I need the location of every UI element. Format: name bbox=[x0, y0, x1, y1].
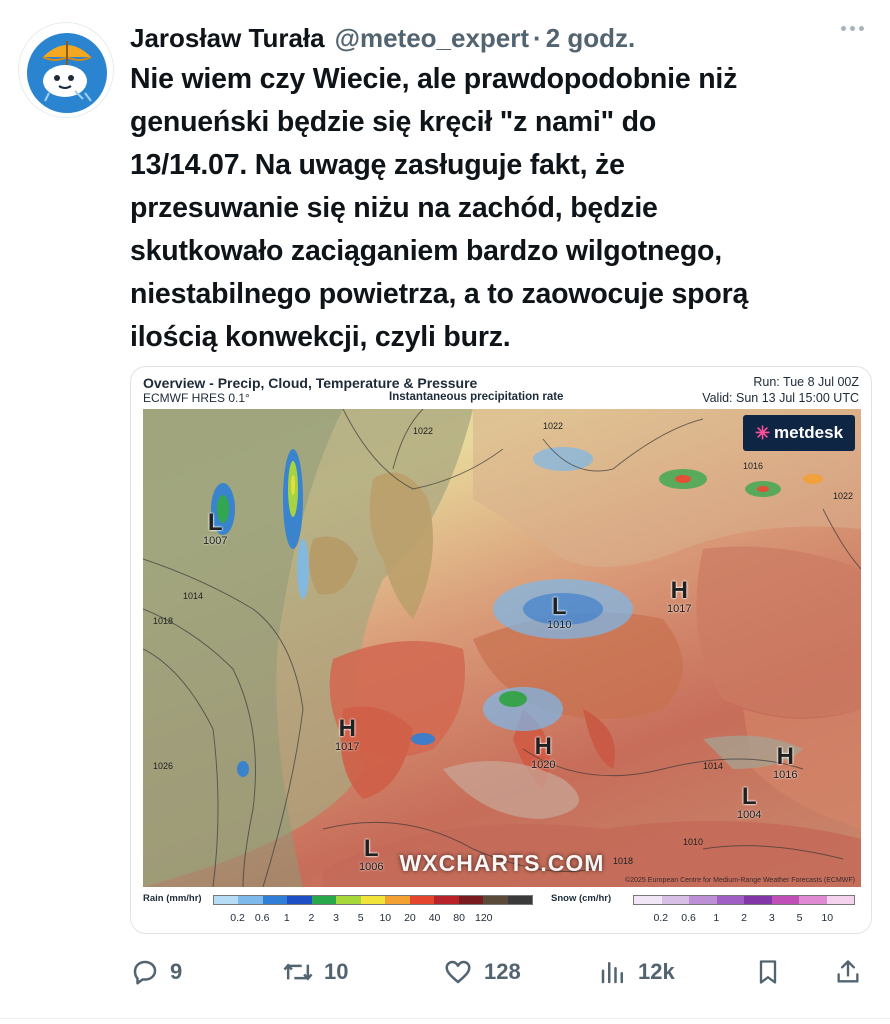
snow-tick-label: 3 bbox=[768, 912, 775, 924]
pressure-low bbox=[203, 511, 227, 548]
reply-icon bbox=[130, 957, 160, 987]
pressure-value: 1016 bbox=[773, 769, 798, 781]
rain-legend-title: Rain (mm/hr) bbox=[143, 893, 202, 904]
snow-color-swatch bbox=[799, 896, 827, 904]
rain-tick-label: 120 bbox=[475, 912, 493, 924]
tweet-line: skutkowało zaciąganiem bardzo wilgotnego, bbox=[130, 235, 722, 267]
rain-tick-label: 5 bbox=[357, 912, 364, 924]
reply-count: 9 bbox=[170, 959, 183, 984]
pressure-symbol: H bbox=[534, 733, 552, 760]
repost-button[interactable] bbox=[282, 950, 348, 994]
rain-color-swatch bbox=[459, 896, 483, 904]
snow-color-swatch bbox=[827, 896, 855, 904]
snow-tick-label: 1 bbox=[713, 912, 720, 924]
pressure-symbol: L bbox=[741, 783, 757, 810]
rain-color-swatch bbox=[385, 896, 409, 904]
pressure-value: 1017 bbox=[667, 603, 692, 615]
heart-icon bbox=[442, 957, 474, 987]
bottom-divider bbox=[0, 1018, 890, 1019]
snow-color-swatch bbox=[662, 896, 690, 904]
metdesk-star-icon: ✳ bbox=[754, 422, 771, 443]
rain-color-swatch bbox=[434, 896, 458, 904]
pressure-value: 1006 bbox=[359, 861, 384, 873]
pressure-high bbox=[335, 717, 359, 754]
metdesk-logo bbox=[743, 415, 855, 451]
pressure-value: 1007 bbox=[203, 535, 228, 547]
pressure-high bbox=[531, 735, 555, 772]
rain-tick-label: 0.2 bbox=[230, 912, 245, 924]
pressure-high bbox=[667, 579, 691, 616]
author-handle[interactable]: @meteo_expert bbox=[334, 22, 530, 53]
snow-tick-label: 0.2 bbox=[653, 912, 669, 924]
rain-tick-label: 10 bbox=[379, 912, 392, 924]
rain-tick-label: 2 bbox=[308, 912, 315, 924]
tweet-line: 13/14.07. Na uwagę zasługuje fakt, że bbox=[130, 149, 625, 181]
snow-color-swatch bbox=[689, 896, 717, 904]
tweet-actions bbox=[130, 950, 870, 994]
rain-color-swatch bbox=[312, 896, 336, 904]
map-valid-time: Valid: Sun 13 Jul 15:00 UTC bbox=[702, 391, 859, 405]
pressure-symbol: H bbox=[338, 715, 356, 742]
snow-color-swatch bbox=[772, 896, 800, 904]
map-subtitle: Instantaneous precipitation rate bbox=[389, 391, 564, 403]
pressure-value: 1004 bbox=[737, 809, 762, 821]
snow-color-swatch bbox=[717, 896, 745, 904]
pressure-symbol: L bbox=[363, 835, 379, 862]
rain-color-swatch bbox=[214, 896, 238, 904]
pressure-symbol: H bbox=[670, 577, 688, 604]
isobar-label: 1026 bbox=[153, 761, 174, 771]
rain-color-swatch bbox=[336, 896, 360, 904]
isobar-label: 1022 bbox=[833, 491, 854, 501]
bookmark-button[interactable] bbox=[754, 950, 782, 994]
rain-tick-label: 40 bbox=[428, 912, 441, 924]
like-count: 128 bbox=[484, 959, 521, 984]
pressure-high bbox=[773, 745, 797, 782]
share-button[interactable] bbox=[834, 950, 862, 994]
metdesk-label: metdesk bbox=[774, 423, 844, 442]
tweet-line: przesuwanie się niżu na zachód, będzie bbox=[130, 192, 658, 224]
pressure-symbol: H bbox=[776, 743, 794, 770]
pressure-low bbox=[547, 595, 571, 632]
map-run-time: Run: Tue 8 Jul 00Z bbox=[753, 375, 859, 389]
rain-tick-label: 20 bbox=[404, 912, 416, 924]
rain-color-swatch bbox=[263, 896, 287, 904]
rain-tick-label: 80 bbox=[453, 912, 465, 924]
pressure-low bbox=[737, 785, 761, 822]
isobar-label: 1014 bbox=[703, 761, 724, 771]
map-copyright: ©2025 European Centre for Medium-Range Weather Forecasts (ECMWF) bbox=[625, 877, 855, 884]
isobar-label: 1022 bbox=[413, 426, 434, 436]
repost-count: 10 bbox=[324, 959, 349, 984]
rain-color-swatch bbox=[238, 896, 262, 904]
tweet-line: Nie wiem czy Wiecie, ale prawdopodobnie niż bbox=[130, 63, 738, 95]
view-count: 12k bbox=[638, 959, 675, 984]
pressure-value: 1010 bbox=[547, 619, 572, 631]
weather-map bbox=[143, 409, 861, 887]
isobar-label: 1016 bbox=[743, 461, 764, 471]
views-icon bbox=[598, 957, 628, 987]
tweet-timestamp[interactable]: 2 godz. bbox=[545, 22, 636, 53]
avatar-image bbox=[19, 23, 114, 118]
isobar-label: 1010 bbox=[683, 837, 704, 847]
rain-tick-label: 1 bbox=[283, 912, 290, 924]
author-name[interactable]: Jarosław Turała bbox=[130, 22, 325, 53]
views-button[interactable] bbox=[598, 950, 675, 994]
rain-color-swatch bbox=[508, 896, 532, 904]
more-options-icon[interactable] bbox=[841, 26, 864, 31]
rain-color-swatch bbox=[483, 896, 507, 904]
avatar[interactable] bbox=[18, 22, 114, 118]
map-legend bbox=[131, 891, 871, 931]
like-button[interactable] bbox=[442, 950, 521, 994]
tweet-text bbox=[130, 58, 860, 359]
rain-tick-label: 3 bbox=[333, 912, 339, 924]
isobar-label: 1014 bbox=[183, 591, 204, 601]
rain-color-swatch bbox=[410, 896, 434, 904]
snow-tick-label: 0.6 bbox=[681, 912, 696, 924]
isobar-label: 1018 bbox=[613, 856, 634, 866]
tweet-line: ilością konwekcji, czyli burz. bbox=[130, 321, 511, 353]
repost-icon bbox=[282, 957, 314, 987]
snow-color-scale bbox=[633, 895, 855, 905]
snow-color-swatch bbox=[634, 896, 662, 904]
snow-legend-title: Snow (cm/hr) bbox=[551, 893, 612, 904]
tweet-line: niestabilnego powietrza, a to zaowocuje sporą bbox=[130, 278, 749, 310]
isobar-label: 1022 bbox=[543, 421, 564, 431]
pressure-value: 1017 bbox=[335, 741, 360, 753]
pressure-symbol: L bbox=[551, 593, 567, 620]
snow-tick-label: 2 bbox=[741, 912, 747, 924]
tweet-media-image[interactable] bbox=[130, 366, 872, 934]
isobar-label: 1018 bbox=[153, 616, 174, 626]
bookmark-icon bbox=[754, 957, 782, 987]
pressure-value: 1020 bbox=[531, 759, 556, 771]
tweet-header bbox=[130, 18, 870, 58]
map-model: ECMWF HRES 0.1° bbox=[143, 391, 250, 405]
rain-color-swatch bbox=[287, 896, 311, 904]
rain-color-swatch bbox=[361, 896, 385, 904]
tweet-line: genueński będzie się kręcił "z nami" do bbox=[130, 106, 657, 138]
snow-tick-label: 10 bbox=[821, 912, 834, 924]
rain-color-scale bbox=[213, 895, 533, 905]
share-icon bbox=[834, 957, 862, 987]
rain-tick-label: 0.6 bbox=[254, 912, 270, 924]
wxcharts-watermark: WXCHARTS.COM bbox=[399, 850, 605, 876]
pressure-symbol: L bbox=[207, 509, 223, 536]
snow-tick-label: 5 bbox=[796, 912, 803, 924]
reply-button[interactable] bbox=[130, 950, 182, 994]
map-title: Overview - Precip, Cloud, Temperature & Pressure bbox=[143, 375, 478, 391]
separator-dot: · bbox=[533, 22, 542, 53]
snow-color-swatch bbox=[744, 896, 772, 904]
